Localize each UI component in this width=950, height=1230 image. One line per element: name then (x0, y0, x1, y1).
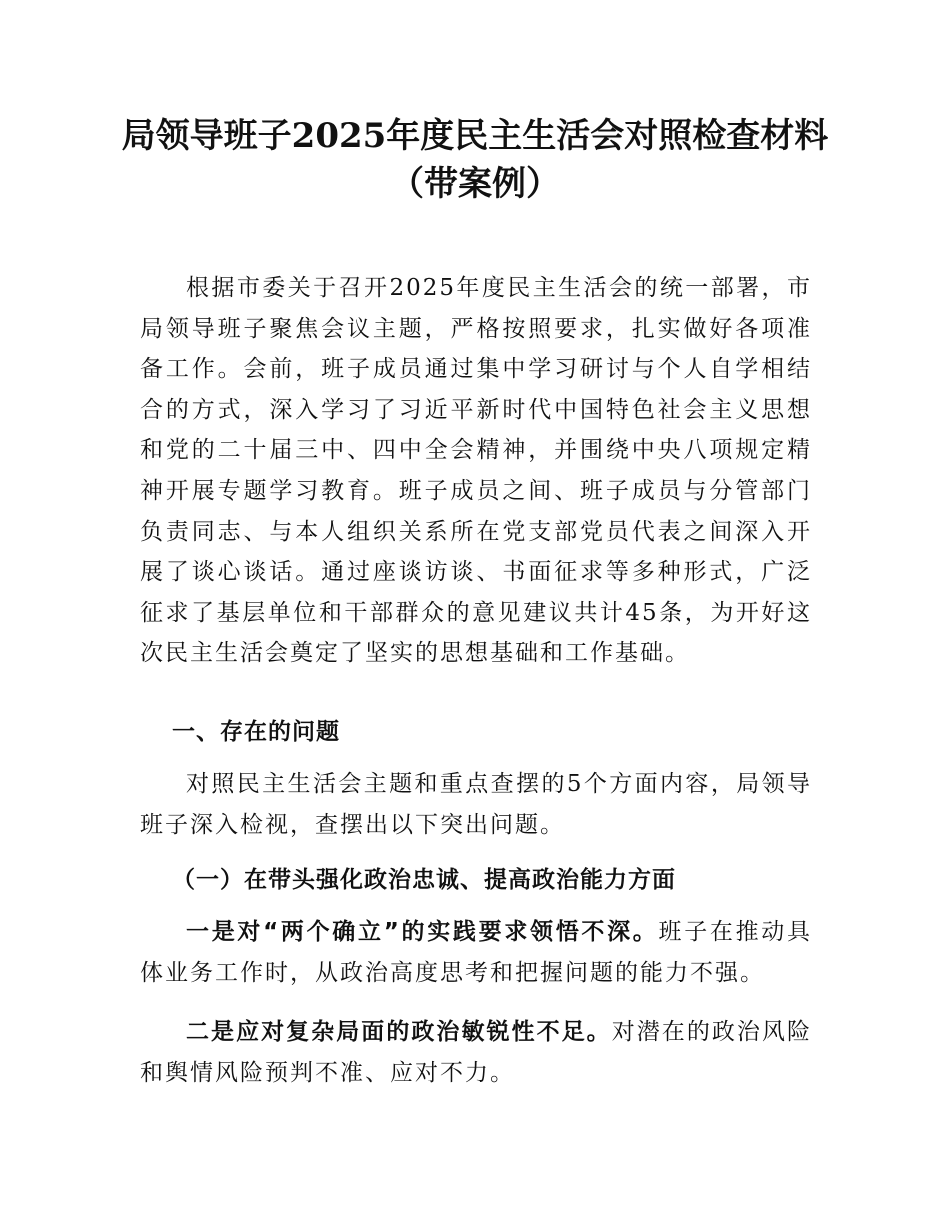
intro-paragraph: 根据市委关于召开2025年度民主生活会的统一部署，市局领导班子聚焦会议主题，严格按照要求，扎实做好各项准备工作。会前，班子成员通过集中学习研讨与个人自学相结合的方式，深入学习了习近平新时代中国特色社会主义思想和党的二十届三中、四中全会精神，并围绕中央八项规定精神开展专题学习教育。班子成员之间、班子成员与分管部门负责同志、与本人组织关系所在党支部党员代表之间深入开展了谈心谈话。通过座谈访谈、书面征求等多种形式，广泛征求了基层单位和干部群众的意见建议共计45条，为开好这次民主生活会奠定了坚实的思想基础和工作基础。 (140, 275, 812, 667)
problem-point-1-lead: 一是对“两个确立”的实践要求领悟不深。 (186, 919, 659, 945)
problem-point-2-text: 对潜在的政治风险和舆情风险预判不准、应对不力。 (140, 1019, 813, 1086)
problem-point-2-lead: 二是应对复杂局面的政治敏锐性不足。 (186, 1019, 612, 1045)
document-subtitle: （带案例） (390, 164, 560, 204)
problem-point-1-text: 班子在推动具体业务工作时，从政治高度思考和把握问题的能力不强。 (140, 919, 813, 986)
section-intro-paragraph: 对照民主生活会主题和重点查摆的5个方面内容，局领导班子深入检视，查摆出以下突出问题。 (140, 771, 812, 838)
problem-point-2 (140, 1012, 812, 1093)
subsection-heading-political-loyalty: （一）在带头强化政治忠诚、提高政治能力方面 (172, 866, 676, 893)
section-heading-problems: 一、存在的问题 (172, 719, 340, 745)
problem-point-1 (140, 912, 812, 993)
document-title: 局领导班子2025年度民主生活会对照检查材料 (121, 116, 829, 156)
